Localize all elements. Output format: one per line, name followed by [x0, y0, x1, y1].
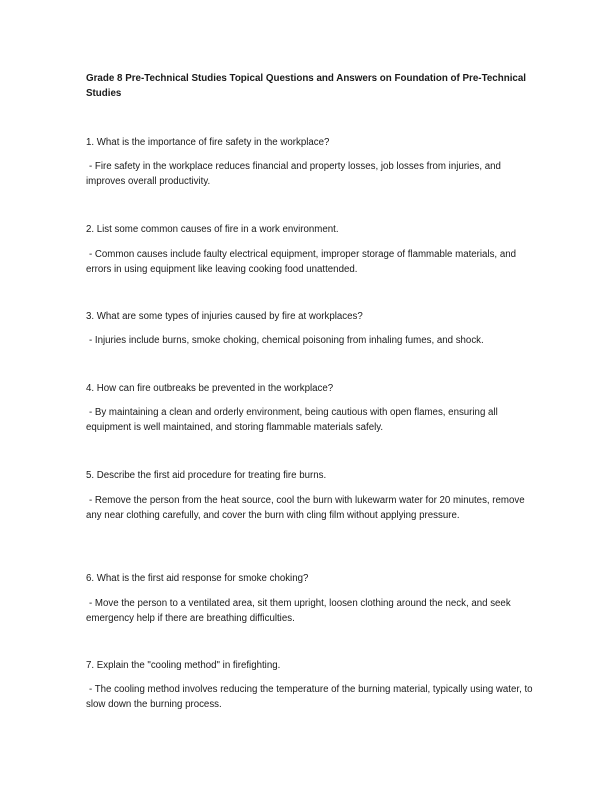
answer-7: - The cooling method involves reducing the temperature of the burning material, typically using water, to slow down the burning process. — [86, 684, 533, 711]
question-5: 5. Describe the first aid procedure for treating fire burns. — [86, 470, 327, 481]
answer-2: - Common causes include faulty electrical equipment, improper storage of flammable materials, and errors in using equipment like leaving cooking food unattended. — [86, 249, 516, 276]
answer-4: - By maintaining a clean and orderly environment, being cautious with open flames, ensuring all equipment is well maintained, and storing flammable materials safely. — [86, 407, 498, 434]
question-3: 3. What are some types of injuries caused by fire at workplaces? — [86, 311, 363, 322]
question-4: 4. How can fire outbreaks be prevented in the workplace? — [86, 383, 334, 394]
answer-3: - Injuries include burns, smoke choking, chemical poisoning from inhaling fumes, and shock. — [89, 335, 484, 346]
document-title: Grade 8 Pre-Technical Studies Topical Questions and Answers on Foundation of Pre-Technical Studies — [86, 73, 527, 100]
question-6: 6. What is the first aid response for smoke choking? — [86, 573, 309, 584]
question-7: 7. Explain the "cooling method" in firefighting. — [86, 660, 281, 671]
answer-5: - Remove the person from the heat source, cool the burn with lukewarm water for 20 minutes, remove any near clothing carefully, and cover the burn with cling film without applying pressure. — [86, 495, 525, 522]
question-1: 1. What is the importance of fire safety in the workplace? — [86, 137, 330, 148]
answer-6: - Move the person to a ventilated area, sit them upright, loosen clothing around the neck, and seek emergency help if there are breathing difficulties. — [86, 598, 511, 625]
answer-1: - Fire safety in the workplace reduces financial and property losses, job losses from injuries, and improves overall productivity. — [86, 161, 501, 188]
question-2: 2. List some common causes of fire in a work environment. — [86, 224, 339, 235]
